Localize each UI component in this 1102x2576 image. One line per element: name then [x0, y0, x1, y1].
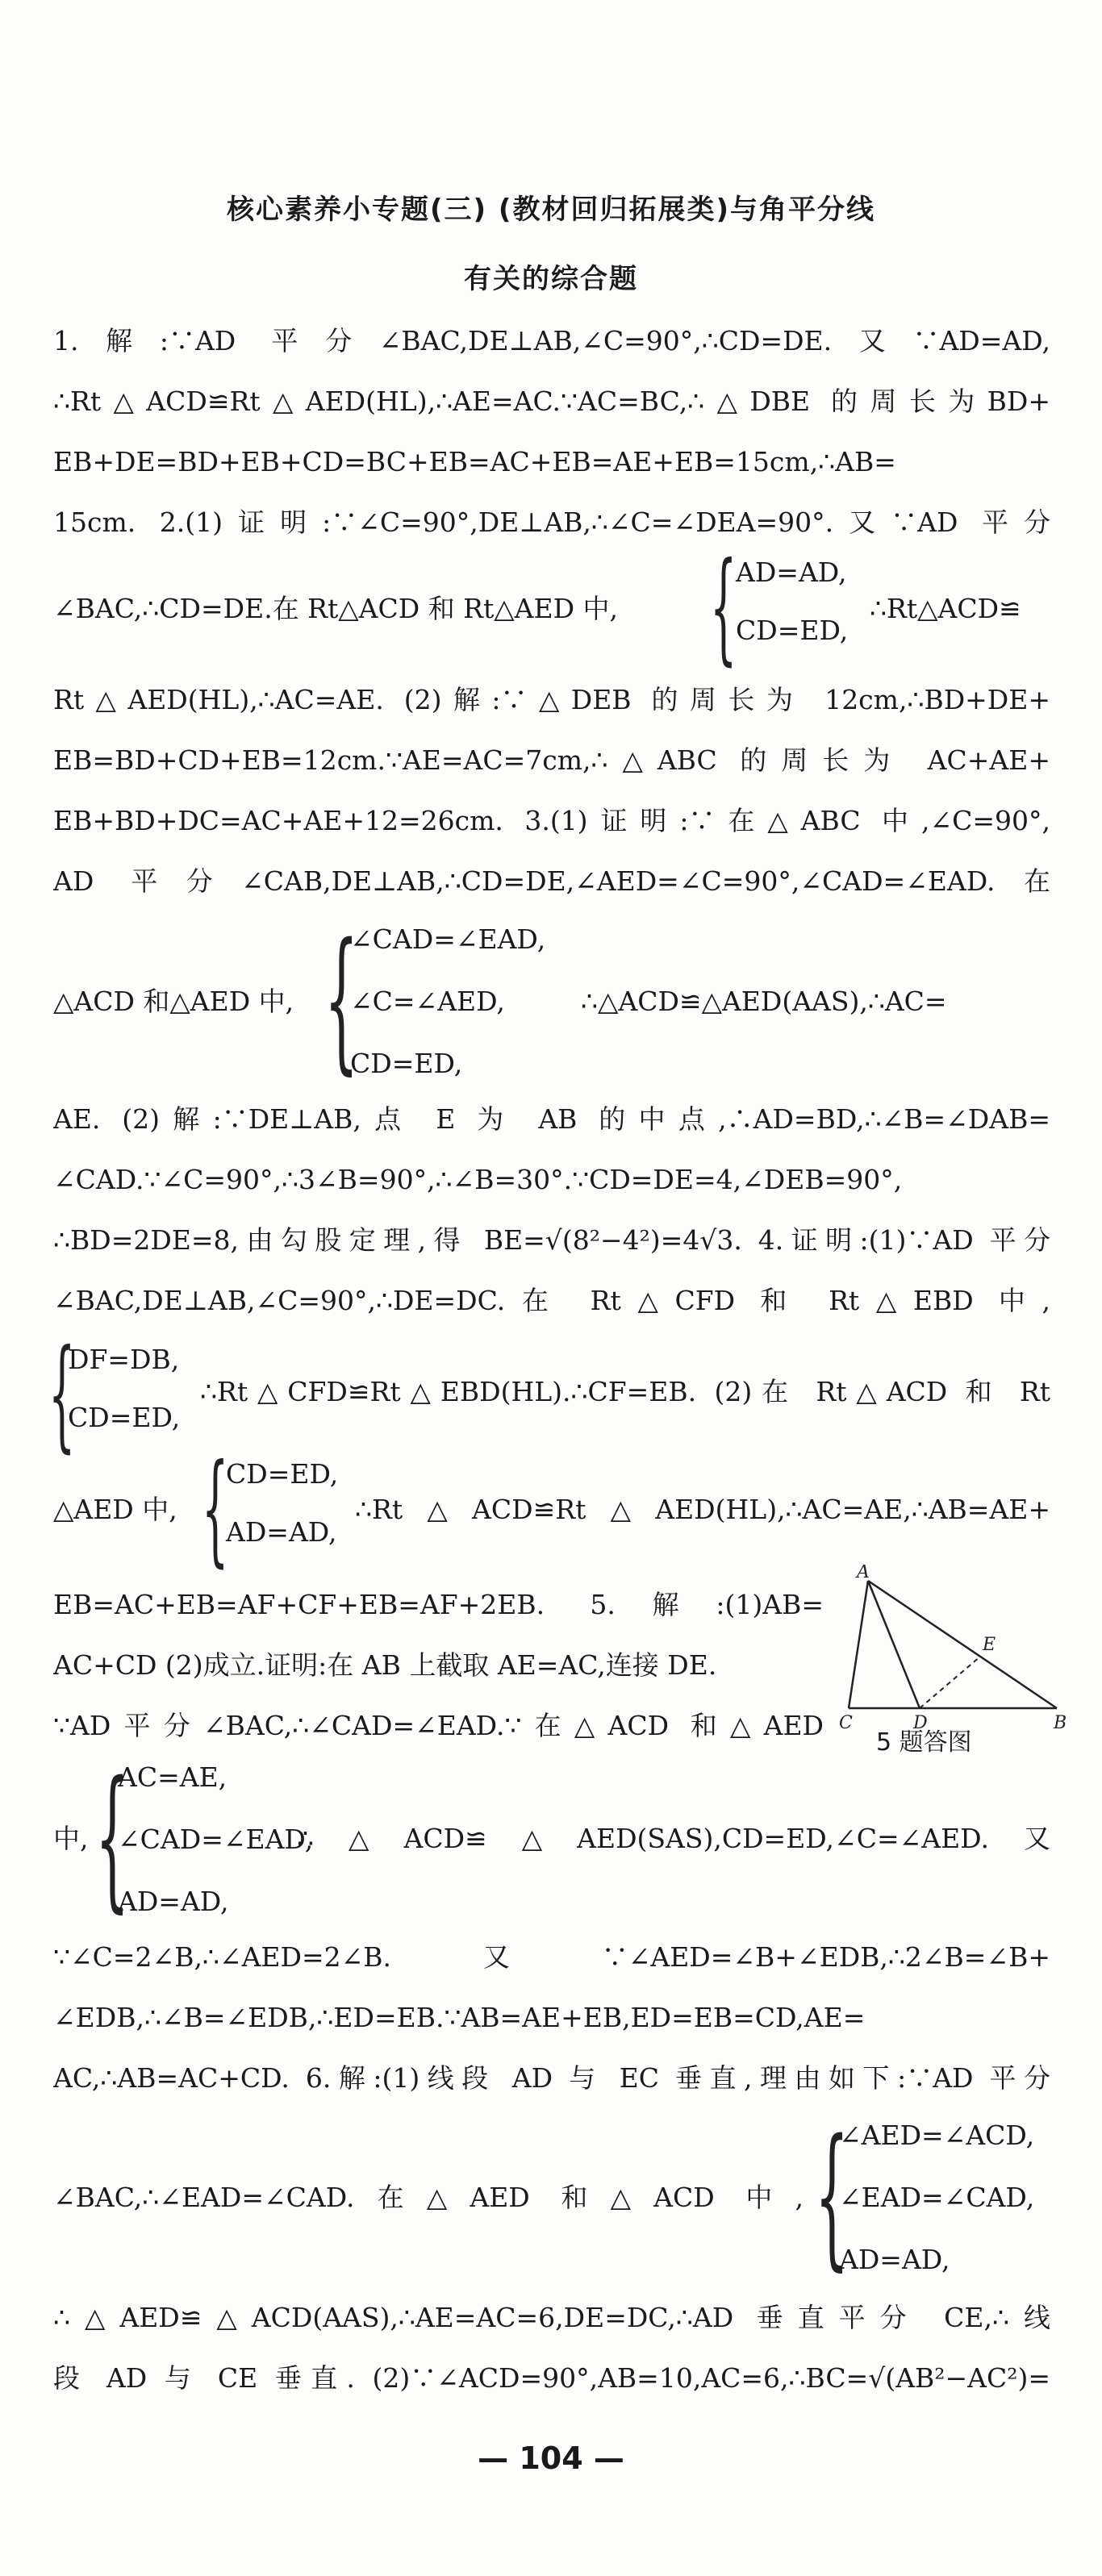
text-line: △ACD 和△AED 中,: [53, 986, 294, 1017]
text-line: ∠BAC,DE⊥AB,∠C=90°,∴DE=DC.在 Rt△CFD 和 Rt△EBD 中,: [53, 1285, 1050, 1316]
system-line: CD=ED,: [226, 1458, 339, 1490]
text-line: EB+DE=BD+EB+CD=BC+EB=AC+EB=AE+EB=15cm,∴AB=: [53, 446, 896, 477]
text-line: ∴Rt△CFD≌Rt△EBD(HL).∴CF=EB. (2)在 Rt△ACD 和 Rt: [200, 1376, 1050, 1407]
system-line: AD=AD,: [736, 556, 847, 588]
text-line: ∴Rt△ACD≌Rt△AED(HL),∴AC=AE,∴AB=AE+: [355, 1494, 1050, 1525]
section-title-line-1: 核心素养小专题(三) (教材回归拓展类)与角平分线: [227, 194, 875, 226]
point-label: B: [1054, 1713, 1067, 1730]
system-line: ∠CAD=∠EAD,: [118, 1824, 314, 1855]
system-line: ∠CAD=∠EAD,: [350, 923, 546, 955]
text-line: AC+CD (2)成立.证明:在 AB 上截取 AE=AC,连接 DE.: [53, 1649, 717, 1681]
text-line: △AED 中,: [53, 1494, 177, 1525]
text-line: ∴Rt△ACD≌: [870, 593, 1021, 624]
text-line: ∴BD=2DE=8,由勾股定理,得 BE=√(8²−4²)=4√3. 4.证明:(1)∵AD 平分: [53, 1224, 1050, 1256]
system-line: ∠EAD=∠CAD,: [839, 2182, 1035, 2213]
figure-caption: 5 题答图: [876, 1728, 972, 1757]
text-line: ∵AD平分∠BAC,∴∠CAD=∠EAD.∵在△ACD 和△AED: [53, 1710, 824, 1741]
system-line: ∠AED=∠ACD,: [839, 2120, 1035, 2151]
system-line: AD=AD,: [226, 1516, 337, 1548]
text-line: ∴△AED≌△ACD(AAS),∴AE=AC=6,DE=DC,∴AD 垂直平分 CE,∴线: [53, 2302, 1050, 2333]
system-line: AC=AE,: [118, 1761, 227, 1793]
system-line: CD=ED,: [350, 1048, 463, 1079]
text-line: 段 AD 与 CE 垂直. (2)∵∠ACD=90°,AB=10,AC=6,∴BC=√(AB²−AC²)=: [53, 2362, 1050, 2394]
text-line: ∴△ACD≌△AED(SAS),CD=ED,∠C=∠AED.又: [297, 1823, 1050, 1854]
text-line: AD 平分∠CAB,DE⊥AB,∴CD=DE,∠AED=∠C=90°,∠CAD=∠EAD.在: [53, 865, 1050, 897]
brace-icon: {: [815, 2107, 849, 2285]
system-line: ∠C=∠AED,: [350, 986, 505, 1017]
text-line: Rt△AED(HL),∴AC=AE. (2)解:∵△DEB 的周长为 12cm,∴BD+DE+: [53, 684, 1050, 715]
system-line: AD=AD,: [839, 2244, 950, 2275]
text-line: AE. (2)解:∵DE⊥AB,点 E 为 AB 的中点,∴AD=BD,∴∠B=∠DAB=: [53, 1103, 1050, 1135]
system-line: DF=DB,: [68, 1344, 180, 1375]
brace-icon: {: [202, 1439, 229, 1579]
text-line: ∵∠C=2∠B,∴∠AED=2∠B.又∵∠AED=∠B+∠EDB,∴2∠B=∠B+: [53, 1941, 1050, 1973]
point-label: D: [913, 1713, 928, 1730]
text-line: EB=BD+CD+EB=12cm.∵AE=AC=7cm,∴△ABC 的周长为 AC+AE+: [53, 744, 1050, 776]
text-line: ∴△ACD≌△AED(AAS),∴AC=: [581, 986, 947, 1017]
brace-icon: {: [710, 537, 737, 677]
text-line: EB=AC+EB=AF+CF+EB=AF+2EB. 5.解:(1)AB=: [53, 1589, 824, 1620]
brace-icon: {: [48, 1324, 76, 1465]
point-label: E: [983, 1635, 996, 1655]
text-line: AC,∴AB=AC+CD. 6.解:(1)线段 AD 与 EC 垂直,理由如下:∵AD 平分: [53, 2062, 1050, 2094]
text-line: 1.解:∵AD 平分∠BAC,DE⊥AB,∠C=90°,∴CD=DE.又∵AD=AD,: [53, 325, 1050, 356]
triangle-diagram: [839, 1565, 1073, 1730]
brace-icon: {: [324, 911, 359, 1089]
section-title-line-2: 有关的综合题: [464, 263, 638, 295]
system-line: CD=ED,: [736, 615, 849, 646]
text-line: ∠CAD.∵∠C=90°,∴3∠B=90°,∴∠B=30°.∵CD=DE=4,∠DEB=90°,: [53, 1164, 903, 1195]
system-line: CD=ED,: [68, 1402, 181, 1433]
point-label: C: [839, 1713, 853, 1730]
text-line: 中,: [53, 1823, 89, 1854]
text-line: EB+BD+DC=AC+AE+12=26cm. 3.(1)证明:∵在△ABC 中,∠C=90°,: [53, 805, 1050, 836]
page-number: — 104 —: [478, 2441, 624, 2476]
text-line: 15cm. 2.(1)证明:∵∠C=90°,DE⊥AB,∴∠C=∠DEA=90°.又∵AD 平分: [53, 506, 1050, 538]
text-line: ∴Rt△ACD≌Rt△AED(HL),∴AE=AC.∵AC=BC,∴△DBE 的周长为BD+: [53, 386, 1050, 417]
text-line: ∠EDB,∴∠B=∠EDB,∴ED=EB.∵AB=AE+EB,ED=EB=CD,AE=: [53, 2002, 866, 2033]
text-line: ∠BAC,∴∠EAD=∠CAD.在△AED 和△ACD 中,: [53, 2182, 804, 2213]
point-label: A: [857, 1565, 870, 1582]
system-line: AD=AD,: [118, 1886, 229, 1917]
text-line: ∠BAC,∴CD=DE.在 Rt△ACD 和 Rt△AED 中,: [53, 593, 619, 624]
brace-icon: {: [95, 1749, 130, 1927]
